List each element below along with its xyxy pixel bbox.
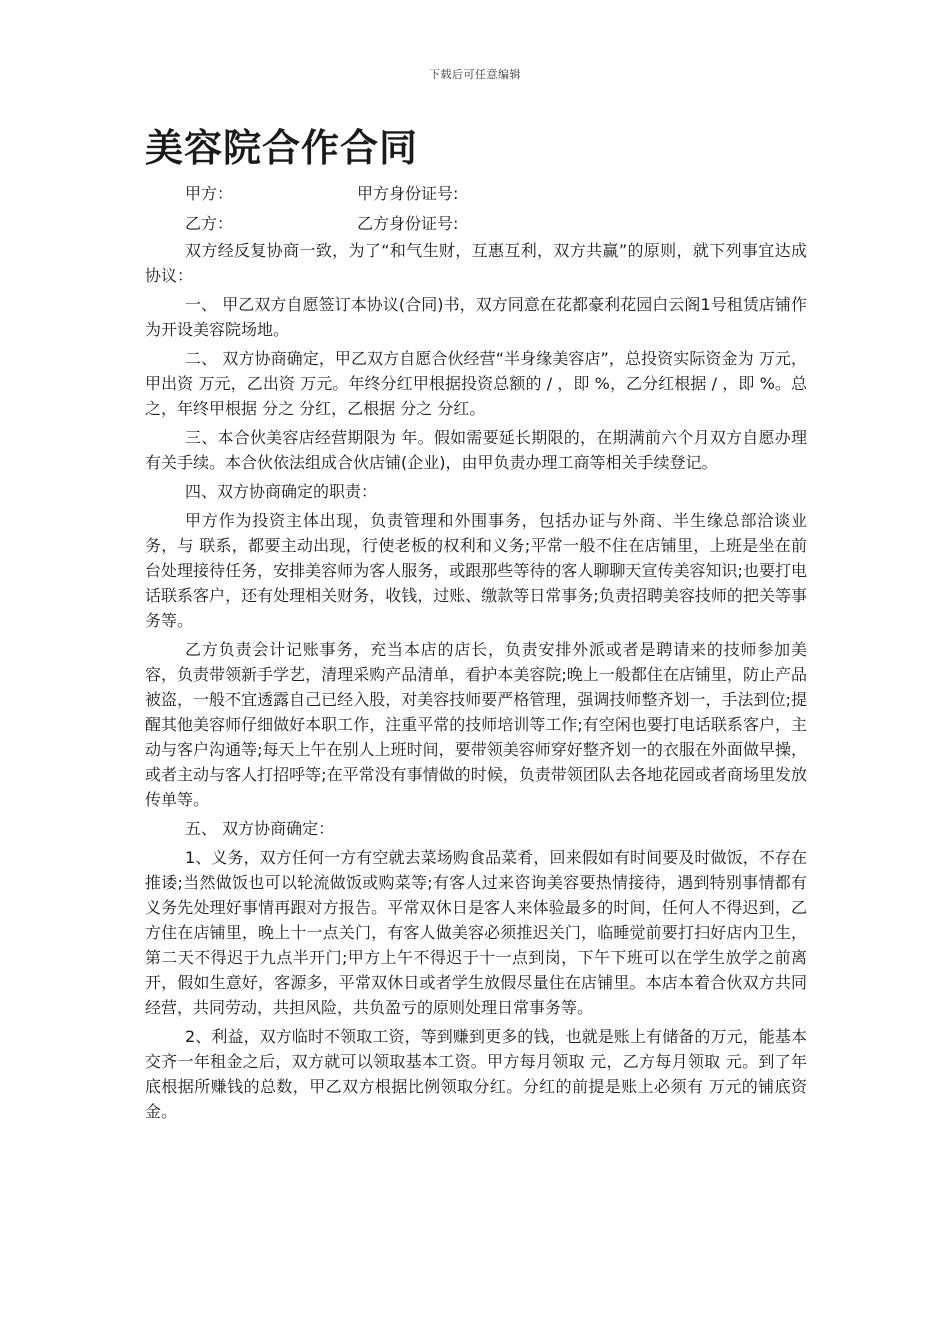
page-title: 美容院合作合同 [145, 126, 419, 170]
paragraph-clause-5-heading: 五、 双方协商确定： [185, 819, 335, 838]
paragraph-clause-4-heading: 四、双方协商确定的职责： [185, 482, 378, 501]
paragraph-party-a-duties: 甲方作为投资主体出现，负责管理和外围事务，包括办证与外商、半生缘总部洽谈业务，与 联系，都要主动出现，行使老板的权利和义务;平常一般不住在店铺里，上班是坐在前台处理接待任务，安排美容师为客人服务，或跟那些等待的客人聊聊天宣传美容知识;也要打电话联系客户，还有处理相关财务，收钱，过账、缴款等日常事务;负责招聘美容技师的把关等事务等。 [145, 511, 807, 630]
party-a-id-label: 甲方身份证号: [357, 184, 459, 203]
party-b-row [185, 212, 458, 236]
paragraph-benefits: 2、利益，双方临时不领取工资，等到赚到更多的钱，也就是账上有储备的万元，能基本交齐一年租金之后，双方就可以领取基本工资。甲方每月领取 元，乙方每月领取 元。到了年底根据所赚钱的总数，甲乙双方根据比例领取分红。分红的前提是账上必须有 万元的铺底资金。 [145, 1027, 807, 1121]
paragraph-clause-1: 一、 甲乙双方自愿签订本协议(合同)书，双方同意在花都豪利花园白云阁1号租赁店铺作为开设美容院场地。 [145, 295, 807, 339]
party-b-id-label: 乙方身份证号: [357, 214, 459, 233]
party-a-row [185, 182, 458, 206]
party-a-label: 甲方： [185, 184, 234, 203]
paragraph-obligations: 1、义务，双方任何一方有空就去菜场购食品菜肴，回来假如有时间要及时做饭，不存在推诿;当然做饭也可以轮流做饭或购菜等;有客人过来咨询美容要热情接待，遇到特别事情都有义务先处理好事情再跟对方报告。平常双休日是客人来体验最多的时间，任何人不得迟到，乙方住在店铺里，晚上十一点关门，有客人做美容必须推迟关门，临睡觉前要打扫好店内卫生，第二天不得迟于九点半开门;甲方上午不得迟于十一点到岗，下午下班可以在学生放学之前离开，假如生意好，客源多，平常双休日或者学生放假尽量住在店铺里。本店本着合伙双方共同经营，共同劳动，共担风险，共负盈亏的原则处理日常事务等。 [145, 848, 807, 1017]
paragraph-clause-2: 二、 双方协商确定，甲乙双方自愿合伙经营“半身缘美容店”，总投资实际资金为 万元，甲出资 万元，乙出资 万元。年终分红甲根据投资总额的 / ，即 %，乙分红根据 / ，即 %。总之，年终甲根据 分之 分红，乙根据 分之 分红。 [145, 349, 807, 418]
party-b-label: 乙方： [185, 214, 234, 233]
paragraph-party-b-duties: 乙方负责会计记账事务，充当本店的店长，负责安排外派或者是聘请来的技师参加美容，负责带领新手学艺，清理采购产品清单，看护本美容院;晚上一般都住在店铺里，防止产品被盗，一般不宜透露自己已经入股，对美容技师要严格管理，强调技师整齐划一，手法到位;提醒其他美容师仔细做好本职工作，注重平常的技师培训等工作;有空闲也要打电话联系客户，主动与客户沟通等;每天上午在别人上班时间，要带领美容师穿好整齐划一的衣服在外面做早操，或者主动与客人打招呼等;在平常没有事情做的时候，负责带领团队去各地花园或者商场里发放传单等。 [145, 640, 807, 809]
header-note: 下载后可任意编辑 [429, 68, 521, 81]
paragraph-intro: 双方经反复协商一致，为了“和气生财，互惠互利，双方共赢”的原则，就下列事宜达成协议： [145, 241, 807, 285]
contract-body [145, 238, 807, 1128]
paragraph-clause-3: 三、本合伙美容店经营期限为 年。假如需要延长期限的，在期满前六个月双方自愿办理有关手续。本合伙依法组成合伙店铺(企业)，由甲负责办理工商等相关手续登记。 [145, 428, 807, 472]
